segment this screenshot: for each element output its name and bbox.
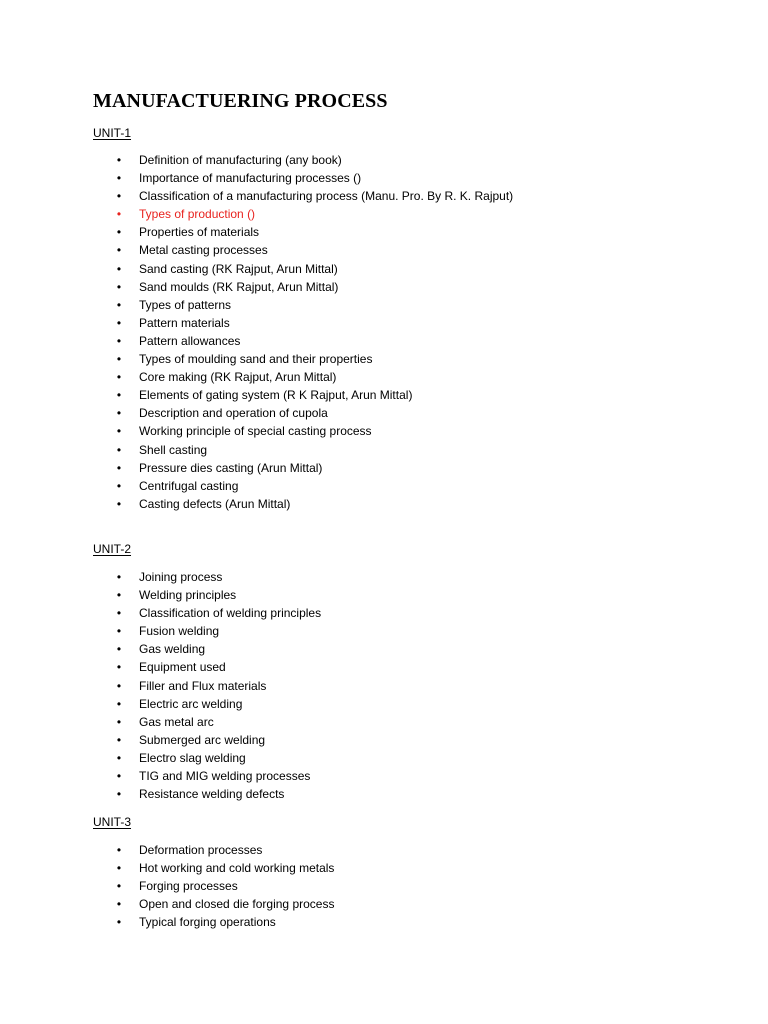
bullet-icon: • bbox=[116, 588, 122, 603]
bullet-icon: • bbox=[116, 897, 122, 912]
bullet-icon: • bbox=[116, 769, 122, 784]
bullet-icon: • bbox=[116, 225, 122, 240]
bullet-icon: • bbox=[116, 496, 122, 511]
bullet-icon: • bbox=[116, 696, 122, 711]
topic-text: Hot working and cold working metals bbox=[139, 861, 335, 876]
topic-text: Equipment used bbox=[139, 660, 226, 675]
bullet-icon: • bbox=[116, 315, 122, 330]
bullet-icon: • bbox=[116, 207, 122, 222]
topic-text: Open and closed die forging process bbox=[139, 897, 335, 912]
topic-text: Filler and Flux materials bbox=[139, 678, 267, 693]
bullet-icon: • bbox=[116, 153, 122, 167]
topic-text: Gas welding bbox=[139, 642, 206, 657]
topic-text: Properties of materials bbox=[139, 225, 260, 240]
topic-text: Casting defects (Arun Mittal) bbox=[139, 496, 291, 511]
bullet-icon: • bbox=[116, 570, 122, 584]
bullet-icon: • bbox=[116, 261, 122, 276]
topic-text: Definition of manufacturing (any book) bbox=[139, 153, 342, 167]
bullet-icon: • bbox=[116, 189, 122, 204]
topic-text: Pressure dies casting (Arun Mittal) bbox=[139, 460, 323, 475]
bullet-icon: • bbox=[116, 333, 122, 348]
topic-text: Working principle of special casting process bbox=[139, 424, 372, 439]
bullet-icon: • bbox=[116, 624, 122, 639]
topic-text: Sand casting (RK Rajput, Arun Mittal) bbox=[139, 261, 338, 276]
topic-text: Resistance welding defects bbox=[139, 787, 285, 802]
bullet-icon: • bbox=[116, 606, 122, 621]
bullet-icon: • bbox=[116, 861, 122, 876]
topic-text: Gas metal arc bbox=[139, 714, 214, 729]
bullet-icon: • bbox=[116, 678, 122, 693]
topic-text: Typical forging operations bbox=[139, 915, 276, 930]
bullet-icon: • bbox=[116, 915, 122, 930]
topic-text: Electric arc welding bbox=[139, 696, 243, 711]
bullet-icon: • bbox=[116, 714, 122, 729]
topic-text: Metal casting processes bbox=[139, 243, 268, 258]
topic-text: Types of moulding sand and their properties bbox=[139, 352, 373, 367]
topic-text: Submerged arc welding bbox=[139, 732, 266, 747]
bullet-icon: • bbox=[116, 279, 122, 294]
topic-text: Elements of gating system (R K Rajput, Arun Mittal) bbox=[139, 388, 413, 403]
bullet-icon: • bbox=[116, 732, 122, 747]
bullet-icon: • bbox=[116, 424, 122, 439]
topic-text: Fusion welding bbox=[139, 624, 220, 639]
bullet-icon: • bbox=[116, 171, 122, 186]
unit-2-heading: UNIT-2 bbox=[93, 542, 132, 556]
topic-text: Sand moulds (RK Rajput, Arun Mittal) bbox=[139, 279, 339, 294]
bullet-icon: • bbox=[116, 388, 122, 403]
bullet-icon: • bbox=[116, 642, 122, 657]
topic-text: Description and operation of cupola bbox=[139, 406, 328, 421]
bullet-icon: • bbox=[116, 843, 122, 857]
topic-text: TIG and MIG welding processes bbox=[139, 769, 311, 784]
bullet-icon: • bbox=[116, 406, 122, 421]
topic-text: Deformation processes bbox=[139, 843, 263, 857]
topic-text: Core making (RK Rajput, Arun Mittal) bbox=[139, 370, 337, 385]
topic-text: Welding principles bbox=[139, 588, 237, 603]
bullet-icon: • bbox=[116, 750, 122, 765]
bullet-icon: • bbox=[116, 370, 122, 385]
topic-text: Classification of welding principles bbox=[139, 606, 322, 621]
bullet-icon: • bbox=[116, 478, 122, 493]
topic-text: Centrifugal casting bbox=[139, 478, 239, 493]
bullet-icon: • bbox=[116, 352, 122, 367]
topic-text: Forging processes bbox=[139, 879, 238, 894]
bullet-icon: • bbox=[116, 460, 122, 475]
bullet-icon: • bbox=[116, 243, 122, 258]
topic-text: Electro slag welding bbox=[139, 750, 246, 765]
topic-text: Types of production () bbox=[139, 207, 256, 222]
bullet-icon: • bbox=[116, 879, 122, 894]
bullet-icon: • bbox=[116, 787, 122, 802]
topic-text: Pattern allowances bbox=[139, 333, 241, 348]
bullet-icon: • bbox=[116, 660, 122, 675]
unit-1-heading: UNIT-1 bbox=[93, 126, 132, 140]
bullet-icon: • bbox=[116, 442, 122, 457]
topic-text: Joining process bbox=[139, 570, 223, 584]
document-title: MANUFACTUERING PROCESS bbox=[93, 90, 388, 112]
topic-text: Types of patterns bbox=[139, 297, 232, 312]
topic-text: Classification of a manufacturing process (Manu. Pro. By R. K. Rajput) bbox=[139, 189, 514, 204]
topic-text: Shell casting bbox=[139, 442, 208, 457]
topic-text: Importance of manufacturing processes () bbox=[139, 171, 362, 186]
topic-text: Pattern materials bbox=[139, 315, 230, 330]
bullet-icon: • bbox=[116, 297, 122, 312]
unit-3-heading: UNIT-3 bbox=[93, 815, 132, 829]
